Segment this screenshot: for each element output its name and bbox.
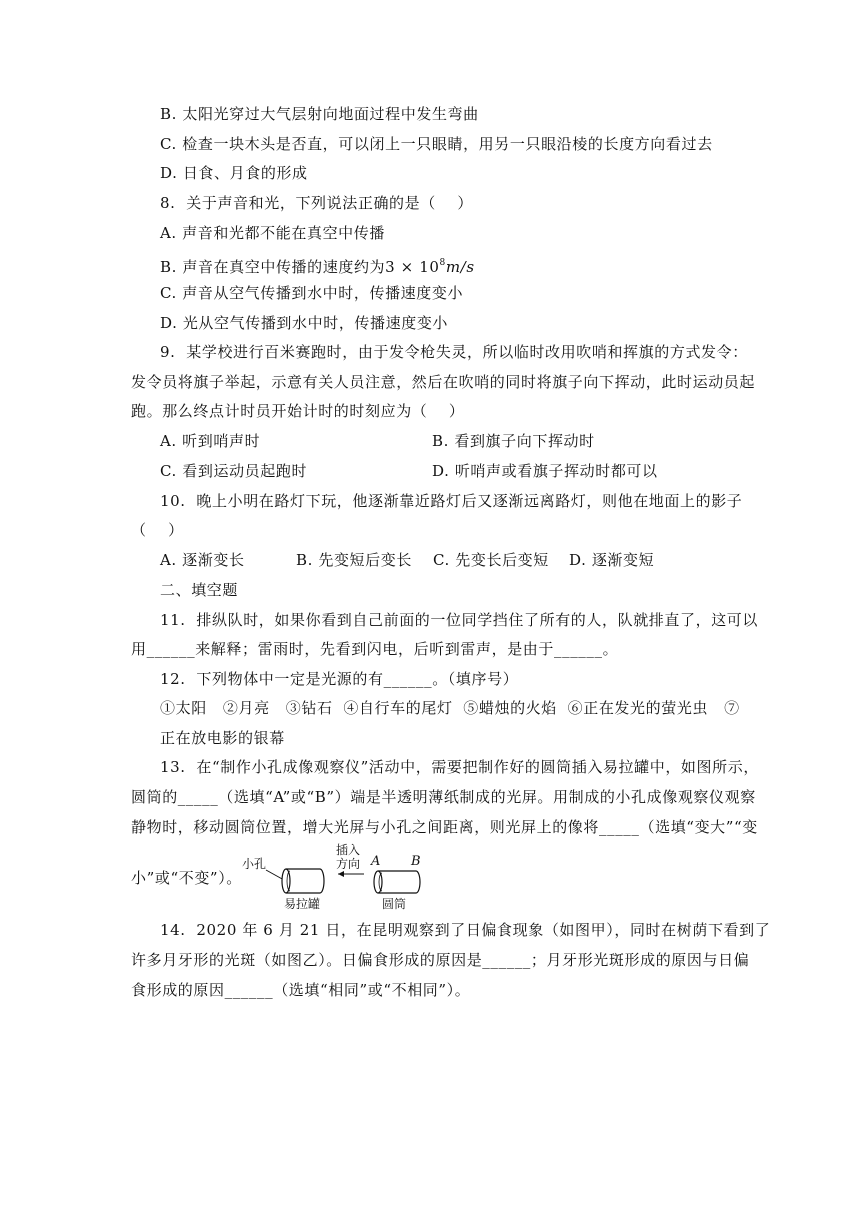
q14-stem-line3: 食形成的原因______（选填“相同”或“不相同”）。 <box>131 981 471 999</box>
q10-option-a: A. 逐渐变长 <box>160 551 245 569</box>
q8-option-b-text: B. 声音在真空中传播的速度约为 <box>160 258 386 276</box>
q9-option-b: B. 看到旗子向下挥动时 <box>432 432 595 450</box>
q10-option-d: D. 逐渐变短 <box>569 551 655 569</box>
q13-stem-line3: 静物时，移动圆筒位置，增大光屏与小孔之间距离，则光屏上的像将_____（选填“变大”“变 <box>131 818 758 836</box>
q7-option-b: B. 太阳光穿过大气层射向地面过程中发生弯曲 <box>160 105 479 123</box>
pinhole-pointer-line <box>266 870 284 880</box>
section-heading-fill-in: 二、填空题 <box>160 581 239 599</box>
q14-stem-line2: 许多月牙形的光斑（如图乙）。日偏食形成的原因是______；月牙形光斑形成的原因与日偏 <box>131 951 750 969</box>
q13-stem-line4: 小”或“不变”）。 <box>131 869 242 887</box>
q8-option-d: D. 光从空气传播到水中时，传播速度变小 <box>160 314 449 332</box>
q8-stem: 8. 关于声音和光，下列说法正确的是（ ） <box>160 194 473 212</box>
tube-label: 圆筒 <box>382 897 407 911</box>
q12-stem: 12. 下列物体中一定是光源的有______。（填序号） <box>160 670 519 688</box>
end-a-label: A <box>371 854 381 869</box>
insert-direction-label-2: 方向 <box>336 857 361 871</box>
q12-choices-cont: 正在放电影的银幕 <box>160 729 285 747</box>
q11-stem-line2: 用______来解释；雷雨时，先看到闪电，后听到雷声，是由于______。 <box>131 640 619 658</box>
q10-option-b: B. 先变短后变长 <box>296 551 412 569</box>
q8-option-a: A. 声音和光都不能在真空中传播 <box>160 224 385 242</box>
q9-option-c: C. 看到运动员起跑时 <box>160 462 308 480</box>
pinhole-viewer-figure <box>236 840 426 912</box>
q8-option-c: C. 声音从空气传播到水中时，传播速度变小 <box>160 284 464 302</box>
q10-option-c: C. 先变长后变短 <box>433 551 549 569</box>
insert-direction-label-1: 插入 <box>336 843 361 857</box>
pinhole-label: 小孔 <box>242 857 267 871</box>
q13-stem-line2: 圆筒的_____（选填“A”或“B”）端是半透明薄纸制成的光屏。用制成的小孔成像观察仪观察 <box>131 788 756 806</box>
q11-stem-line1: 11. 排纵队时，如果你看到自己前面的一位同学挡住了所有的人，队就排直了，这可以 <box>160 611 758 629</box>
q13-stem-line1: 13. 在“制作小孔成像观察仪”活动中，需要把制作好的圆筒插入易拉罐中，如图所示， <box>160 758 759 776</box>
can-label: 易拉罐 <box>284 897 321 911</box>
q12-choices: ①太阳 ②月亮 ③钻石 ④自行车的尾灯 ⑤蜡烛的火焰 ⑥正在发光的萤光虫 ⑦ <box>160 699 740 717</box>
q7-option-d: D. 日食、月食的形成 <box>160 164 308 182</box>
tube-drawing <box>374 871 420 893</box>
can-drawing <box>282 869 324 893</box>
q9-stem-line2: 发令员将旗子举起，示意有关人员注意，然后在吹哨的同时将旗子向下挥动，此时运动员起 <box>131 373 756 391</box>
q9-option-a: A. 听到哨声时 <box>160 432 261 450</box>
q9-stem-line3: 跑。那么终点计时员开始计时的时刻应为（ ） <box>131 402 465 420</box>
speed-coefficient: 3 × 10 <box>385 258 440 276</box>
q7-option-c: C. 检查一块木头是否直，可以闭上一只眼睛，用另一只眼沿棱的长度方向看过去 <box>160 135 713 153</box>
q10-stem-line2: （ ） <box>131 521 184 539</box>
q14-stem-line1: 14. 2020 年 6 月 21 日，在昆明观察到了日偏食现象（如图甲），同时在树荫下看到了 <box>160 921 771 939</box>
q9-option-d: D. 听哨声或看旗子挥动时都可以 <box>432 462 658 480</box>
end-b-label: B <box>411 854 421 869</box>
q8-option-b <box>160 253 475 277</box>
speed-exponent: 8 <box>439 258 446 268</box>
speed-unit: m/s <box>445 258 475 276</box>
speed-formula <box>385 258 474 276</box>
q10-stem-line1: 10. 晚上小明在路灯下玩，他逐渐靠近路灯后又逐渐远离路灯，则他在地面上的影子 <box>160 492 743 510</box>
insert-arrow-icon <box>338 871 364 877</box>
q9-stem-line1: 9. 某学校进行百米赛跑时，由于发令枪失灵，所以临时改用吹哨和挥旗的方式发令： <box>160 343 748 361</box>
